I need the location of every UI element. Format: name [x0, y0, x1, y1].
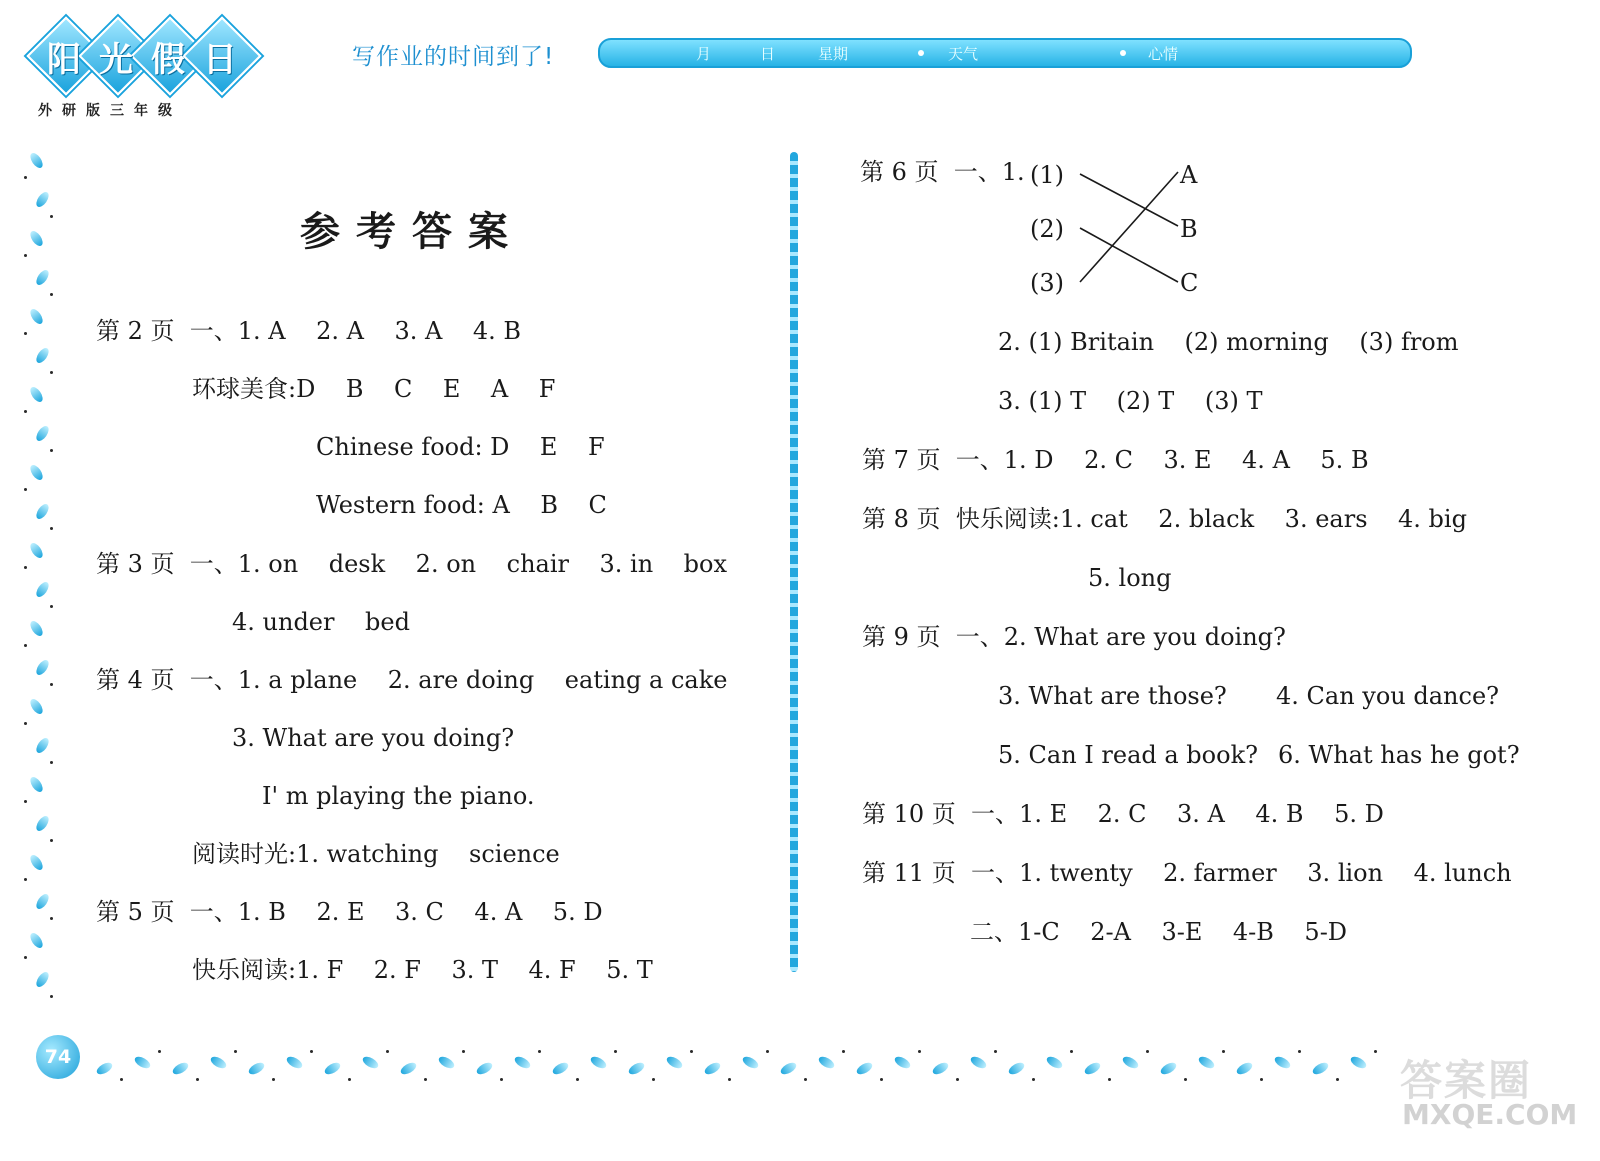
column-divider	[790, 152, 798, 972]
bullet-icon	[1120, 50, 1126, 56]
match-right-a: A	[1180, 161, 1198, 189]
watermark	[1400, 1048, 1578, 1138]
dot-icon	[918, 1050, 921, 1053]
dot-icon	[158, 1050, 161, 1053]
dot-icon	[24, 410, 27, 413]
dot-icon	[1298, 1050, 1301, 1053]
dot-icon	[24, 566, 27, 569]
dot-icon	[1222, 1050, 1225, 1053]
date-field-weekday: 星期	[818, 45, 849, 63]
bead-icon	[28, 697, 45, 716]
dot-icon	[50, 995, 53, 998]
dot-icon	[24, 332, 27, 335]
match-left-1: (1)	[1030, 161, 1064, 189]
dot-icon	[24, 644, 27, 647]
dot-icon	[24, 722, 27, 725]
answer-line-p6-3: 3. (1) T (2) T (3) T	[998, 387, 1263, 415]
bead-icon	[1349, 1054, 1368, 1070]
answer-line-p2-food: 环球美食:D B C E A F	[192, 375, 556, 403]
answer-line-p4: 第 4 页 一、1. a plane 2. are doing eating a cake	[96, 666, 728, 694]
bead-icon	[34, 268, 51, 287]
page-number-badge: 74	[36, 1035, 80, 1079]
dot-icon	[842, 1050, 845, 1053]
bead-icon	[1235, 1060, 1254, 1076]
watermark-text-cn: 答案圈	[1400, 1056, 1533, 1105]
bead-icon	[285, 1054, 304, 1070]
bead-icon	[28, 619, 45, 638]
match-line-3-a	[1080, 172, 1178, 282]
bead-icon	[34, 814, 51, 833]
dot-icon	[1184, 1078, 1187, 1081]
dot-icon	[50, 917, 53, 920]
dot-icon	[500, 1078, 503, 1081]
answer-line-p3-cont: 4. under bed	[232, 608, 410, 636]
bead-icon	[133, 1054, 152, 1070]
dot-icon	[1336, 1078, 1339, 1081]
dot-icon	[24, 878, 27, 881]
dot-icon	[462, 1050, 465, 1053]
answer-line-p11: 第 11 页 一、1. twenty 2. farmer 3. lion 4. lunch	[862, 859, 1512, 887]
match-line-2-c	[1080, 228, 1178, 282]
bead-icon	[1007, 1060, 1026, 1076]
bead-icon	[969, 1054, 988, 1070]
dot-icon	[1032, 1078, 1035, 1081]
date-field-month: 月	[696, 45, 712, 63]
bead-icon	[779, 1060, 798, 1076]
watermark-text-en: MXQE.COM	[1402, 1098, 1578, 1131]
dot-icon	[50, 449, 53, 452]
match-left-3: (3)	[1030, 269, 1064, 297]
answer-line-p4-q3: 3. What are you doing?	[232, 724, 515, 752]
dot-icon	[614, 1050, 617, 1053]
dot-icon	[50, 293, 53, 296]
bead-icon	[855, 1060, 874, 1076]
logo-char: 阳	[47, 40, 81, 80]
dot-icon	[728, 1078, 731, 1081]
dot-icon	[234, 1050, 237, 1053]
dot-icon	[24, 800, 27, 803]
answer-line-p2: 第 2 页 一、1. A 2. A 3. A 4. B	[96, 317, 522, 345]
dot-icon	[50, 683, 53, 686]
dot-icon	[50, 839, 53, 842]
bead-icon	[28, 463, 45, 482]
bead-icon	[1273, 1054, 1292, 1070]
bead-icon	[323, 1060, 342, 1076]
match-line-1-b	[1080, 174, 1178, 226]
bead-icon	[437, 1054, 456, 1070]
bead-icon	[28, 385, 45, 404]
answer-line-p9-6: 6. What has he got?	[1278, 741, 1520, 769]
bead-icon	[703, 1060, 722, 1076]
dot-icon	[424, 1078, 427, 1081]
dot-icon	[880, 1078, 883, 1081]
dot-icon	[50, 527, 53, 530]
bead-icon	[28, 775, 45, 794]
answer-line-p6-2: 2. (1) Britain (2) morning (3) from	[998, 328, 1459, 356]
dot-icon	[120, 1078, 123, 1081]
answer-line-p8-cont: 5. long	[1088, 564, 1172, 592]
logo	[30, 20, 250, 90]
bead-icon	[28, 853, 45, 872]
dot-icon	[50, 761, 53, 764]
bead-icon	[28, 229, 45, 248]
bead-icon	[513, 1054, 532, 1070]
answer-line-p2-chinese: Chinese food: D E F	[316, 433, 605, 461]
bead-icon	[34, 424, 51, 443]
answer-line-p2-western: Western food: A B C	[316, 491, 607, 519]
bead-icon	[1159, 1060, 1178, 1076]
dot-icon	[804, 1078, 807, 1081]
bead-icon	[34, 892, 51, 911]
logo-char: 光	[99, 40, 133, 80]
dot-icon	[24, 254, 27, 257]
answer-line-p4-a3: I' m playing the piano.	[262, 782, 535, 810]
dot-icon	[956, 1078, 959, 1081]
bead-icon	[817, 1054, 836, 1070]
bead-icon	[34, 502, 51, 521]
dot-icon	[24, 488, 27, 491]
dot-icon	[1108, 1078, 1111, 1081]
bead-icon	[34, 658, 51, 677]
bead-icon	[475, 1060, 494, 1076]
bead-icon	[399, 1060, 418, 1076]
bead-icon	[28, 151, 45, 170]
bead-icon	[34, 970, 51, 989]
bead-icon	[741, 1054, 760, 1070]
bead-icon	[1121, 1054, 1140, 1070]
bead-icon	[361, 1054, 380, 1070]
date-field-weather: 天气	[948, 45, 979, 63]
slogan: 写作业的时间到了!	[352, 44, 555, 70]
bead-icon	[95, 1060, 114, 1076]
answer-line-p5-reading: 快乐阅读:1. F 2. F 3. T 4. F 5. T	[192, 956, 653, 984]
bead-icon	[893, 1054, 912, 1070]
bead-icon	[34, 580, 51, 599]
matching-lines	[1070, 160, 1190, 300]
book-subtitle: 外研版三年级	[38, 103, 182, 119]
answer-line-p9-4: 4. Can you dance?	[1276, 682, 1500, 710]
answer-line-p11-2: 二、1-C 2-A 3-E 4-B 5-D	[970, 918, 1348, 946]
date-field-day: 日	[760, 45, 776, 63]
match-right-b: B	[1180, 215, 1198, 243]
dot-icon	[652, 1078, 655, 1081]
bead-icon	[665, 1054, 684, 1070]
match-right-c: C	[1180, 269, 1199, 297]
dot-icon	[576, 1078, 579, 1081]
logo-char: 假	[151, 40, 185, 80]
answer-line-p4-reading: 阅读时光:1. watching science	[192, 840, 560, 868]
date-bar	[598, 38, 1412, 68]
dot-icon	[310, 1050, 313, 1053]
answer-line-p6: 第 6 页 一、1.	[860, 158, 1025, 186]
match-left-2: (2)	[1030, 215, 1064, 243]
answer-line-p9: 第 9 页 一、2. What are you doing?	[862, 623, 1286, 651]
answer-line-p8: 第 8 页 快乐阅读:1. cat 2. black 3. ears 4. big	[862, 505, 1467, 533]
page-title: 参考答案	[300, 209, 524, 255]
answer-line-p9-5: 5. Can I read a book?	[998, 741, 1258, 769]
logo-char: 日	[203, 40, 237, 80]
dot-icon	[272, 1078, 275, 1081]
answer-line-p5: 第 5 页 一、1. B 2. E 3. C 4. A 5. D	[96, 898, 603, 926]
bead-icon	[551, 1060, 570, 1076]
date-field-mood: 心情	[1148, 45, 1179, 63]
bead-icon	[1045, 1054, 1064, 1070]
bead-icon	[28, 307, 45, 326]
answer-line-p3: 第 3 页 一、1. on desk 2. on chair 3. in box	[96, 550, 728, 578]
answer-line-p10: 第 10 页 一、1. E 2. C 3. A 4. B 5. D	[862, 800, 1384, 828]
dot-icon	[1146, 1050, 1149, 1053]
dot-icon	[196, 1078, 199, 1081]
answer-line-p7: 第 7 页 一、1. D 2. C 3. E 4. A 5. B	[862, 446, 1369, 474]
bullet-icon	[918, 50, 924, 56]
dot-icon	[690, 1050, 693, 1053]
dot-icon	[24, 956, 27, 959]
answer-line-p9-3: 3. What are those?	[998, 682, 1227, 710]
bead-icon	[1083, 1060, 1102, 1076]
bead-icon	[589, 1054, 608, 1070]
dot-icon	[50, 371, 53, 374]
bead-icon	[1197, 1054, 1216, 1070]
dot-icon	[24, 176, 27, 179]
dot-icon	[386, 1050, 389, 1053]
bead-icon	[209, 1054, 228, 1070]
dot-icon	[994, 1050, 997, 1053]
bead-icon	[34, 346, 51, 365]
dot-icon	[538, 1050, 541, 1053]
dot-icon	[1374, 1050, 1377, 1053]
bead-icon	[627, 1060, 646, 1076]
dot-icon	[348, 1078, 351, 1081]
dot-icon	[50, 215, 53, 218]
bead-icon	[28, 931, 45, 950]
bead-icon	[1311, 1060, 1330, 1076]
bead-icon	[34, 736, 51, 755]
bead-icon	[931, 1060, 950, 1076]
dot-icon	[1070, 1050, 1073, 1053]
dot-icon	[50, 605, 53, 608]
dot-icon	[766, 1050, 769, 1053]
bead-icon	[34, 190, 51, 209]
bead-icon	[28, 541, 45, 560]
bead-icon	[171, 1060, 190, 1076]
dot-icon	[1260, 1078, 1263, 1081]
bead-icon	[247, 1060, 266, 1076]
